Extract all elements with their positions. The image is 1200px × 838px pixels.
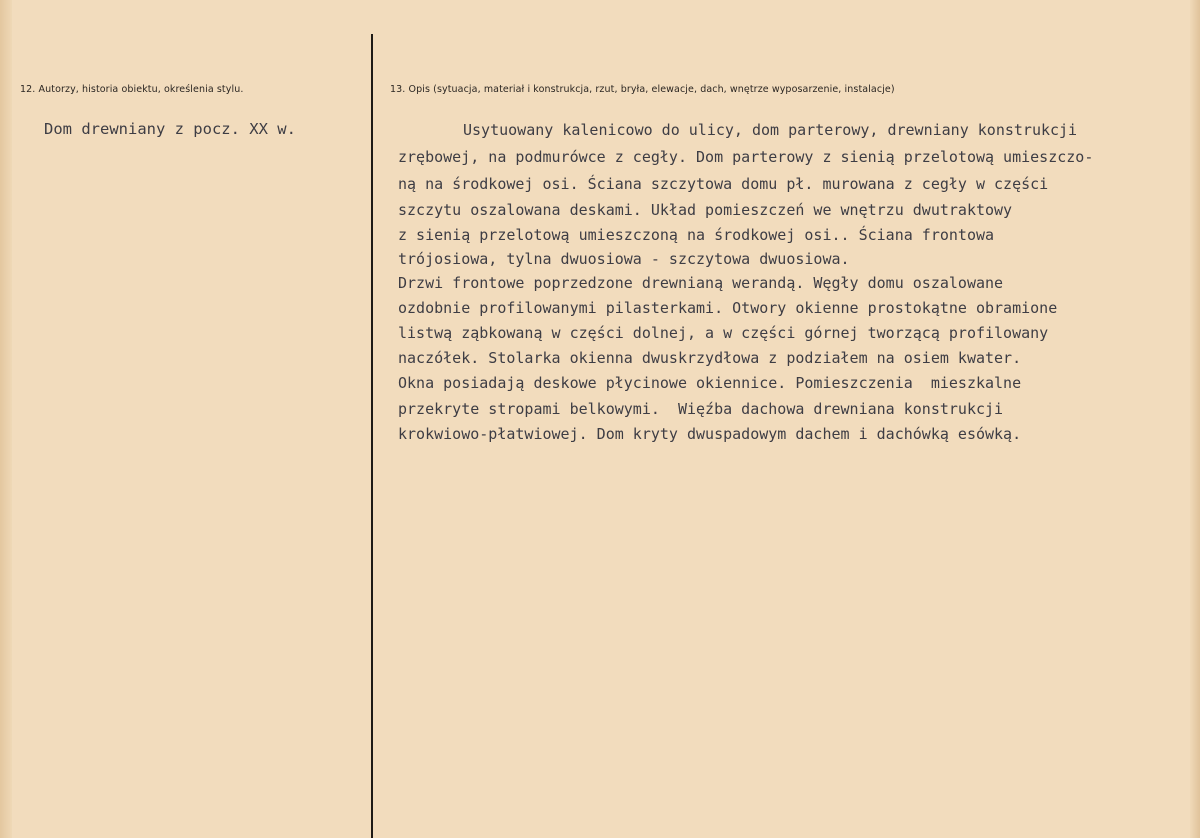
description-line: przekryte stropami belkowymi. Więźba dachowa drewniana konstrukcji bbox=[398, 400, 1004, 418]
description-line: ozdobnie profilowanymi pilasterkami. Otwory okienne prostokątne obramione bbox=[398, 299, 1058, 317]
section-13-label: 13. Opis (sytuacja, materiał i konstrukcja, rzut, bryła, elewacje, dach, wnętrze wyposarzenie, instalacje) bbox=[390, 84, 895, 95]
description-line: Okna posiadają deskowe płycinowe okiennice. Pomieszczenia mieszkalne bbox=[398, 374, 1022, 392]
description-line: Usytuowany kalenicowo do ulicy, dom parterowy, drewniany konstrukcji bbox=[463, 121, 1078, 139]
card-right-edge bbox=[1190, 0, 1200, 838]
description-line: listwą ząbkowaną w części dolnej, a w części górnej tworzącą profilowany bbox=[398, 324, 1049, 342]
description-line: naczółek. Stolarka okienna dwuskrzydłowa z podziałem na osiem kwater. bbox=[398, 349, 1022, 367]
description-line: Drzwi frontowe poprzedzone drewnianą werandą. Węgły domu oszalowane bbox=[398, 274, 1004, 292]
description-line: krokwiowo-płatwiowej. Dom kryty dwuspadowym dachem i dachówką esówką. bbox=[398, 425, 1022, 443]
description-line: ną na środkowej osi. Ściana szczytowa domu pł. murowana z cegły w części bbox=[398, 175, 1049, 193]
description-line: z sienią przelotową umieszczoną na środkowej osi.. Ściana frontowa bbox=[398, 226, 995, 244]
description-line: szczytu oszalowana deskami. Układ pomieszczeń we wnętrzu dwutraktowy bbox=[398, 201, 1013, 219]
column-divider bbox=[371, 34, 373, 838]
description-line: zrębowej, na podmurówce z cegły. Dom parterowy z sienią przelotową umieszczo- bbox=[398, 148, 1094, 166]
description-line: trójosiowa, tylna dwuosiowa - szczytowa dwuosiowa. bbox=[398, 250, 850, 268]
section-12-label: 12. Autorzy, historia obiektu, określenia stylu. bbox=[20, 84, 244, 95]
section-12-text: Dom drewniany z pocz. XX w. bbox=[44, 120, 296, 138]
